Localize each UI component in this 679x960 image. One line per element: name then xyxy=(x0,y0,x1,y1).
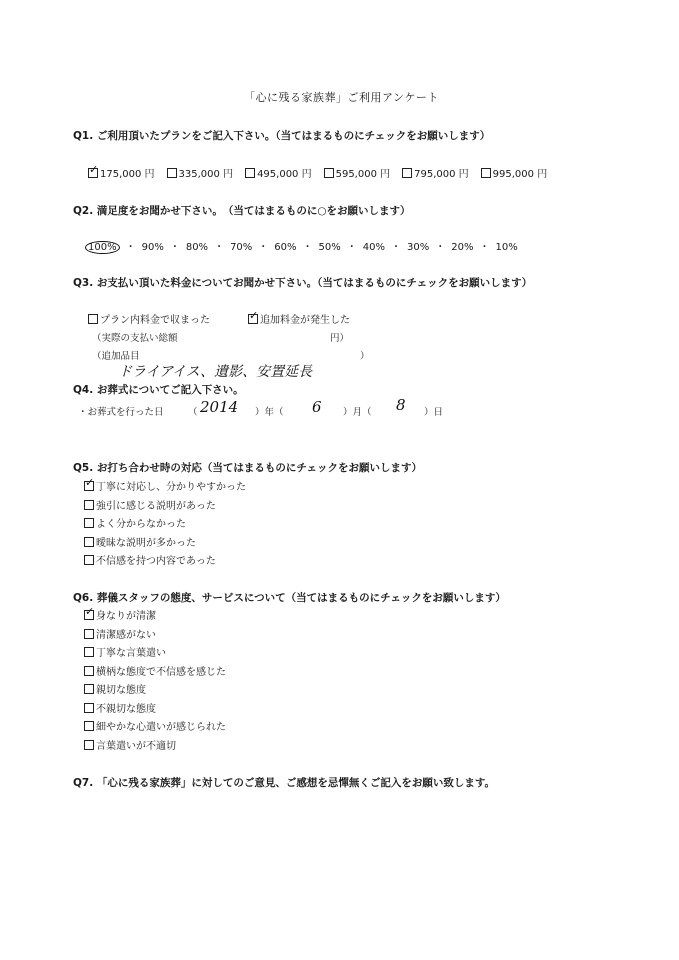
q6-option-label: 言葉遣いが不適切 xyxy=(96,740,176,752)
checkbox[interactable] xyxy=(84,666,94,676)
survey-title: 「心に残る家族葬」ご利用アンケート xyxy=(244,91,439,104)
q1-option[interactable] xyxy=(324,165,391,180)
checkbox[interactable] xyxy=(167,168,177,178)
checkbox-checked[interactable] xyxy=(84,610,94,620)
q6-option[interactable] xyxy=(84,737,226,756)
q3-handwritten-items: ドライアイス、遺影、安置延長 xyxy=(118,364,313,380)
q5-option-label: 曖昧な説明が多かった xyxy=(96,537,196,549)
separator: ・ xyxy=(214,242,225,253)
checkbox[interactable] xyxy=(84,684,94,694)
q4-year-value: 2014 xyxy=(200,398,239,416)
q1-options xyxy=(88,165,547,180)
separator: ・ xyxy=(346,242,357,253)
separator: ・ xyxy=(435,242,446,253)
q6-option[interactable] xyxy=(84,644,226,663)
separator: ・ xyxy=(391,242,401,253)
q1-question: Q1. ご利用頂いたプランをご記入下さい。（当てはまるものにチェックをお願いします） xyxy=(73,130,491,142)
q5-option[interactable] xyxy=(84,497,246,516)
separator: ・ xyxy=(302,242,313,253)
q3-actual-payment-label: （実際の支払い総額 xyxy=(92,333,178,344)
q1-option-label: 595,000 円 xyxy=(335,169,391,180)
q6-option[interactable] xyxy=(84,626,226,645)
q2-option[interactable]: 50% xyxy=(318,242,341,253)
q2-options xyxy=(88,238,518,254)
q4-date-label: ・お葬式を行った日 xyxy=(78,407,164,418)
q6-options xyxy=(84,607,226,755)
q1-option[interactable] xyxy=(88,165,155,180)
q4-year-unit: ）年（ xyxy=(255,407,284,418)
q1-option[interactable] xyxy=(167,165,234,180)
q5-options xyxy=(84,478,246,571)
q3-close-paren: ） xyxy=(360,351,370,362)
q3-question: Q3. お支払い頂いた料金についてお聞かせ下さい。（当てはまるものにチェックをお願いします） xyxy=(73,277,533,289)
q6-option-label: 横柄な態度で不信感を感じた xyxy=(96,666,226,678)
q3-yen-close: 円） xyxy=(330,333,350,344)
q6-question: Q6. 葬儀スタッフの態度、サービスについて（当てはまるものにチェックをお願いします） xyxy=(73,592,506,604)
q4-month-value: 6 xyxy=(312,398,322,416)
q1-option-label: 795,000 円 xyxy=(414,169,469,180)
q6-option-label: 丁寧な言葉遣い xyxy=(96,648,166,659)
q2-option-selected[interactable]: 100% xyxy=(85,241,120,254)
q6-option-label: 清潔感がない xyxy=(96,629,156,641)
checkbox-checked[interactable] xyxy=(84,481,94,491)
q6-option[interactable] xyxy=(84,681,226,700)
q2-option[interactable]: 20% xyxy=(451,242,474,253)
q1-option-label: 335,000 円 xyxy=(178,169,234,180)
q6-option-label: 親切な態度 xyxy=(96,685,146,696)
q1-option-label: 995,000 円 xyxy=(492,169,548,180)
q4-day-value: 8 xyxy=(396,396,406,414)
q6-option[interactable] xyxy=(84,663,226,682)
q4-open-paren: （ xyxy=(188,407,198,418)
q5-option[interactable] xyxy=(84,552,246,571)
checkbox[interactable] xyxy=(84,500,94,510)
checkbox-checked[interactable] xyxy=(88,168,98,178)
checkbox[interactable] xyxy=(245,168,255,178)
separator: ・ xyxy=(169,242,180,253)
checkbox[interactable] xyxy=(324,168,334,178)
q3-option-plan[interactable]: プラン内料金で収まった xyxy=(88,311,210,326)
q4-day-unit: ）日 xyxy=(424,407,444,418)
q5-question: Q5. お打ち合わせ時の対応（当てはまるものにチェックをお願いします） xyxy=(73,462,423,474)
q5-option-label: よく分からなかった xyxy=(96,519,186,530)
q2-option[interactable]: 60% xyxy=(274,242,297,253)
q1-option-label: 495,000 円 xyxy=(257,169,312,180)
q4-month-unit: ）月（ xyxy=(343,407,372,418)
q2-option[interactable]: 10% xyxy=(495,242,518,253)
q1-option[interactable] xyxy=(481,165,548,180)
q5-option[interactable] xyxy=(84,515,246,534)
q5-option[interactable] xyxy=(84,534,246,553)
q4-question: Q4. お葬式についてご記入下さい。 xyxy=(73,384,244,396)
separator: ・ xyxy=(258,242,269,253)
checkbox[interactable] xyxy=(84,647,94,657)
q7-question: Q7. 「心に残る家族葬」に対してのご意見、ご感想を忌憚無くご記入をお願い致します。 xyxy=(73,777,496,789)
checkbox[interactable] xyxy=(84,721,94,731)
checkbox[interactable] xyxy=(84,740,94,750)
q1-option[interactable] xyxy=(245,165,312,180)
q5-option-label: 強引に感じる説明があった xyxy=(96,500,216,512)
checkbox[interactable] xyxy=(402,168,412,178)
q6-option[interactable] xyxy=(84,700,226,719)
checkbox-checked[interactable] xyxy=(248,314,258,324)
q2-option[interactable]: 70% xyxy=(230,242,253,253)
separator: ・ xyxy=(125,242,136,253)
q6-option-label: 細やかな心遣いが感じられた xyxy=(96,722,226,733)
checkbox[interactable] xyxy=(84,555,94,565)
q5-option-label: 丁寧に対応し、分かりやすかった xyxy=(96,482,246,493)
q5-option-label: 不信感を持つ内容であった xyxy=(96,556,216,567)
q3-option-extra[interactable]: ✓ 追加料金が発生した xyxy=(248,311,350,326)
q2-question: Q2. 満足度をお聞かせ下さい。 （当てはまるものに○をお願いします） xyxy=(73,205,411,217)
q6-option[interactable] xyxy=(84,607,226,626)
checkbox[interactable] xyxy=(84,703,94,713)
checkbox[interactable] xyxy=(84,537,94,547)
checkbox[interactable] xyxy=(88,314,98,324)
separator: ・ xyxy=(479,242,490,253)
checkbox[interactable] xyxy=(481,168,491,178)
q6-option-label: 不親切な態度 xyxy=(96,703,156,715)
q2-option[interactable]: 80% xyxy=(185,242,209,253)
q2-option[interactable]: 40% xyxy=(362,242,385,253)
checkbox[interactable] xyxy=(84,518,94,528)
q5-option[interactable] xyxy=(84,478,246,497)
q3-additional-items-label: （追加品目 xyxy=(92,351,140,362)
q6-option-label: 身なりが清潔 xyxy=(96,611,156,622)
checkbox[interactable] xyxy=(84,629,94,639)
q6-option[interactable] xyxy=(84,718,226,737)
q2-option[interactable]: 30% xyxy=(407,242,430,253)
q1-option[interactable] xyxy=(402,165,469,180)
q1-option-label: 175,000 円 xyxy=(100,169,155,180)
q2-option[interactable]: 90% xyxy=(141,242,164,253)
